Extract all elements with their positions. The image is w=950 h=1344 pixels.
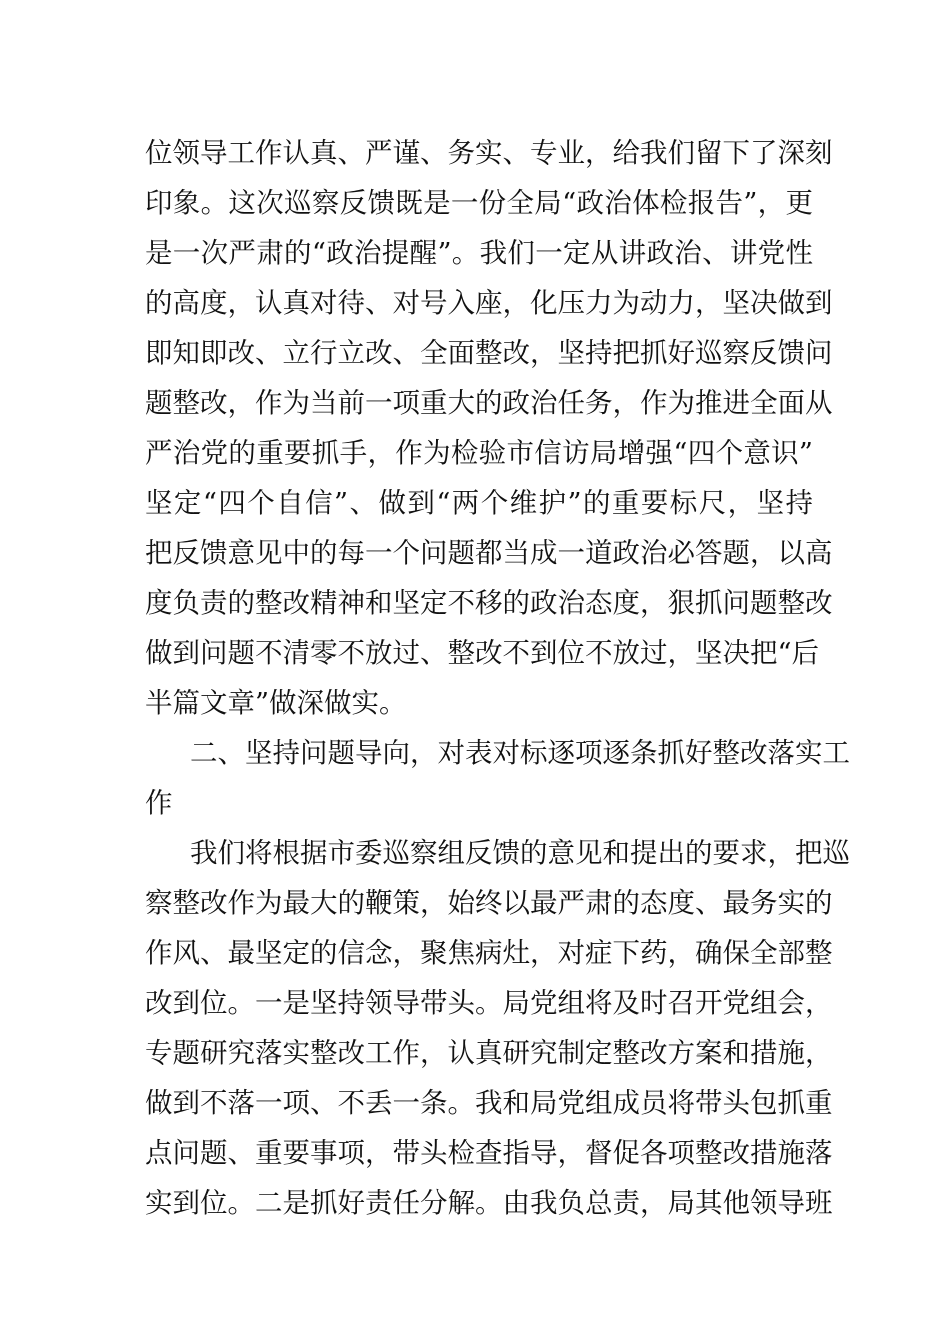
text-line: 半篇文章”做深做实。 (145, 687, 407, 719)
heading-line: 二、坚持问题导向，对表对标逐项逐条抓好整改落实工 (190, 737, 850, 769)
text-line: 专题研究落实整改工作，认真研究制定整改方案和措施， (145, 1037, 833, 1069)
text-line: 点问题、重要事项，带头检查指导，督促各项整改措施落 (145, 1137, 833, 1169)
text-line: 位领导工作认真、严谨、务实、专业，给我们留下了深刻 (145, 137, 833, 169)
text-line: 题整改，作为当前一项重大的政治任务，作为推进全面从 (145, 387, 833, 419)
text-line: 实到位。二是抓好责任分解。由我负总责，局其他领导班 (145, 1187, 833, 1219)
text-line: 的高度，认真对待、对号入座，化压力为动力，坚决做到 (145, 287, 833, 319)
text-line: 是一次严肃的“政治提醒”。我们一定从讲政治、讲党性 (145, 237, 813, 269)
text-line: 印象。这次巡察反馈既是一份全局“政治体检报告”，更 (145, 187, 813, 219)
text-line: 做到问题不清零不放过、整改不到位不放过，坚决把“后 (145, 637, 820, 669)
text-line: 度负责的整改精神和坚定不移的政治态度，狠抓问题整改 (145, 587, 833, 619)
text-line: 我们将根据市委巡察组反馈的意见和提出的要求，把巡 (190, 837, 850, 869)
text-line: 作风、最坚定的信念，聚焦病灶，对症下药，确保全部整 (145, 937, 833, 969)
text-line: 察整改作为最大的鞭策，始终以最严肃的态度、最务实的 (145, 887, 833, 919)
text-line: 做到不落一项、不丢一条。我和局党组成员将带头包抓重 (145, 1087, 833, 1119)
text-line: 改到位。一是坚持领导带头。局党组将及时召开党组会， (145, 987, 833, 1019)
text-line: 严治党的重要抓手，作为检验市信访局增强“四个意识” (145, 437, 813, 469)
text-line: 即知即改、立行立改、全面整改，坚持把抓好巡察反馈问 (145, 337, 833, 369)
heading-line: 作 (145, 787, 173, 819)
text-line: 坚定“四个自信”、做到“两个维护”的重要标尺，坚持 (145, 487, 813, 519)
text-line: 把反馈意见中的每一个问题都当成一道政治必答题，以高 (145, 537, 833, 569)
